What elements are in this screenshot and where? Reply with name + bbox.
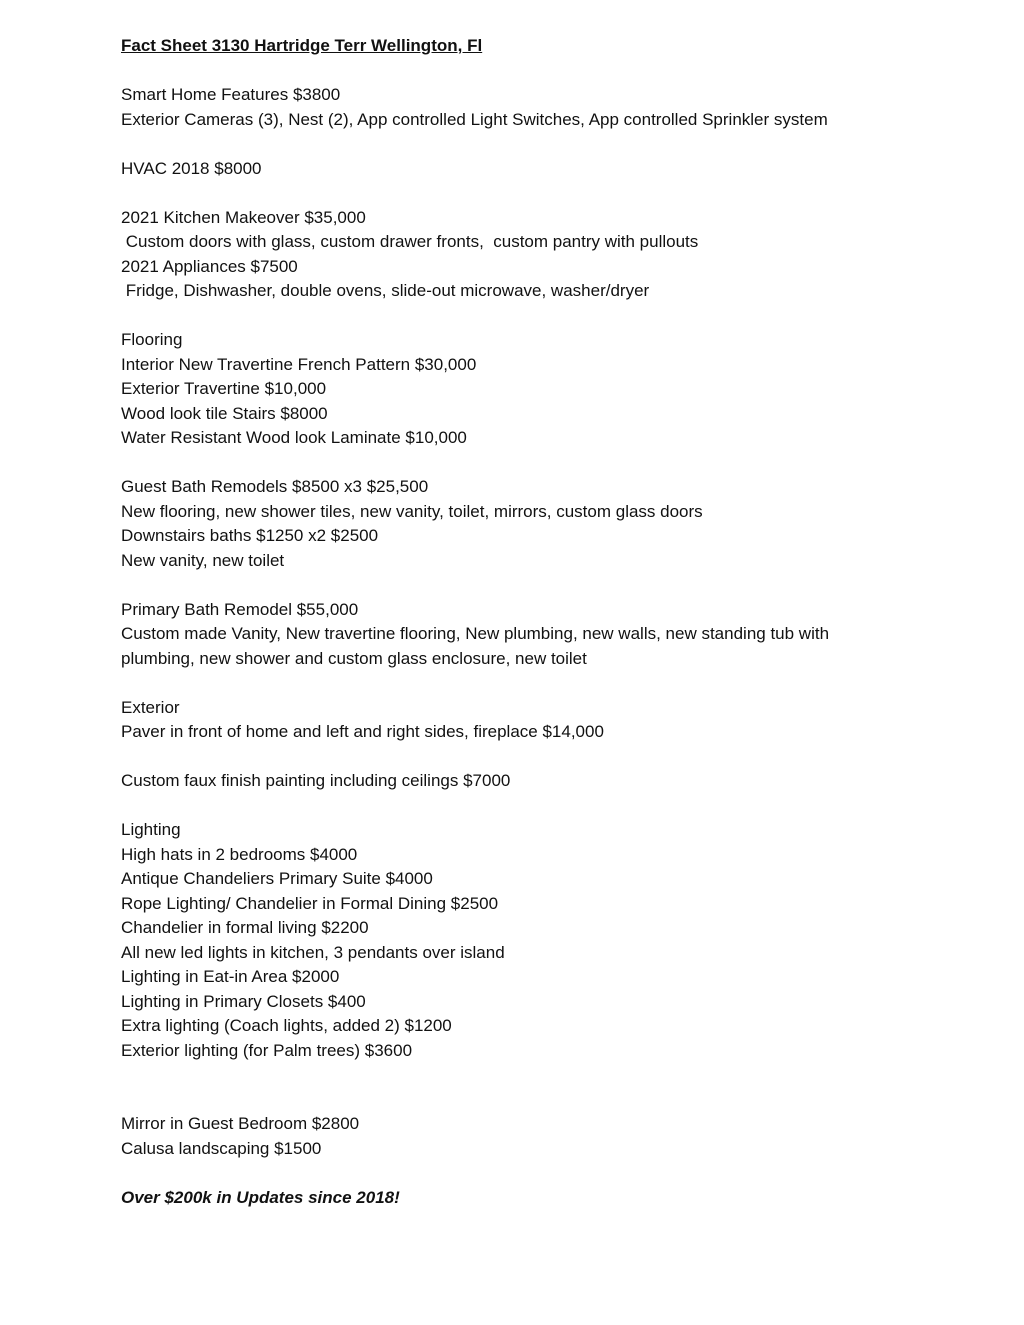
downstairs-baths-line: Downstairs baths $1250 x2 $2500 xyxy=(121,526,379,545)
primary-bath-detail: Custom made Vanity, New travertine flooring, New plumbing, new walls, new standing tub with plumbing, new shower and custom glass enclosure, new toilet xyxy=(121,624,830,668)
spacer xyxy=(121,671,921,696)
fact-sheet-content xyxy=(121,34,921,1210)
kitchen-makeover-line: 2021 Kitchen Makeover $35,000 xyxy=(121,207,366,227)
lighting-item: Exterior lighting (for Palm trees) $3600 xyxy=(121,1040,413,1060)
spacer xyxy=(121,132,921,157)
painting-line: Custom faux finish painting including ceilings $7000 xyxy=(121,771,511,790)
lighting-heading: Lighting xyxy=(121,820,181,839)
fact-sheet-title: Fact Sheet 3130 Hartridge Terr Wellington, Fl xyxy=(121,36,483,55)
lighting-item: High hats in 2 bedrooms $4000 xyxy=(121,844,358,864)
primary-bath-heading: Primary Bath Remodel $55,000 xyxy=(121,599,359,619)
kitchen-makeover-detail: Custom doors with glass, custom drawer fronts, custom pantry with pullouts xyxy=(121,232,699,251)
appliances-line: 2021 Appliances $7500 xyxy=(121,256,298,276)
spacer xyxy=(121,745,921,770)
other-item: Calusa landscaping $1500 xyxy=(121,1138,322,1158)
lighting-item: Antique Chandeliers Primary Suite $4000 xyxy=(121,869,433,888)
downstairs-baths-detail: New vanity, new toilet xyxy=(121,550,285,570)
lighting-item: Lighting in Eat-in Area $2000 xyxy=(121,967,340,986)
spacer xyxy=(121,1063,921,1112)
lighting-item: Chandelier in formal living $2200 xyxy=(121,918,369,937)
flooring-item: Exterior Travertine $10,000 xyxy=(121,379,327,398)
lighting-item: Extra lighting (Coach lights, added 2) $1200 xyxy=(121,1016,452,1035)
spacer xyxy=(121,573,921,598)
spacer xyxy=(121,1161,921,1186)
spacer xyxy=(121,451,921,476)
smart-home-heading: Smart Home Features $3800 xyxy=(121,85,341,104)
spacer xyxy=(121,794,921,819)
flooring-item: Water Resistant Wood look Laminate $10,000 xyxy=(121,428,467,447)
guest-bath-heading: Guest Bath Remodels $8500 x3 $25,500 xyxy=(121,477,429,496)
hvac-line: HVAC 2018 $8000 xyxy=(121,158,262,178)
flooring-heading: Flooring xyxy=(121,330,183,349)
other-item: Mirror in Guest Bedroom $2800 xyxy=(121,1114,360,1133)
lighting-item: Rope Lighting/ Chandelier in Formal Dining $2500 xyxy=(121,893,499,913)
smart-home-detail: Exterior Cameras (3), Nest (2), App controlled Light Switches, App controlled Sprinkler system xyxy=(121,109,828,129)
spacer xyxy=(121,304,921,329)
lighting-item: All new led lights in kitchen, 3 pendants over island xyxy=(121,942,505,962)
spacer xyxy=(121,181,921,206)
exterior-detail: Paver in front of home and left and right sides, fireplace $14,000 xyxy=(121,722,604,741)
flooring-item: Interior New Travertine French Pattern $30,000 xyxy=(121,354,477,374)
spacer xyxy=(121,59,921,84)
appliances-detail: Fridge, Dishwasher, double ovens, slide-out microwave, washer/dryer xyxy=(121,281,650,300)
exterior-heading: Exterior xyxy=(121,697,180,717)
guest-bath-detail: New flooring, new shower tiles, new vanity, toilet, mirrors, custom glass doors xyxy=(121,501,703,521)
lighting-item: Lighting in Primary Closets $400 xyxy=(121,991,366,1011)
closing-statement: Over $200k in Updates since 2018! xyxy=(121,1187,400,1207)
flooring-item: Wood look tile Stairs $8000 xyxy=(121,403,328,423)
